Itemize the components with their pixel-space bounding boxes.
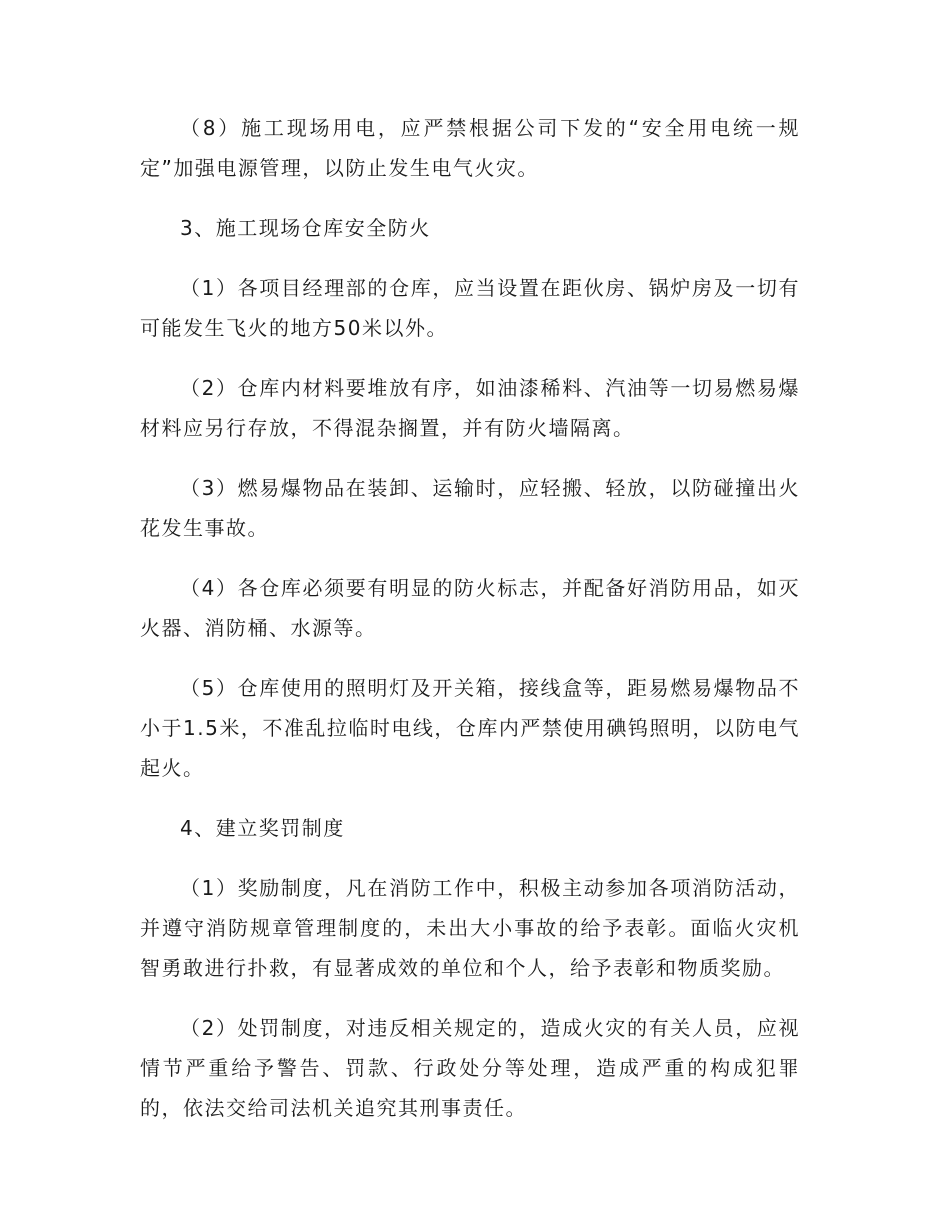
paragraph-warehouse-4: （4）各仓库必须要有明显的防火标志，并配备好消防用品，如灭火器、消防桶、水源等。 — [140, 576, 800, 640]
paragraph-warehouse-3: （3）燃易爆物品在装卸、运输时，应轻搬、轻放，以防碰撞出火花发生事故。 — [140, 476, 800, 540]
paragraph-warehouse-2: （2）仓库内材料要堆放有序，如油漆稀料、汽油等一切易燃易爆材料应另行存放，不得混杂搁置，并有防火墙隔离。 — [140, 376, 800, 440]
paragraph-warehouse-5: （5）仓库使用的照明灯及开关箱，接线盒等，距易燃易爆物品不小于1.5米，不准乱拉临时电线，仓库内严禁使用碘钨照明，以防电气起火。 — [140, 676, 800, 780]
paragraph-reward-1: （1）奖励制度，凡在消防工作中，积极主动参加各项消防活动，并遵守消防规章管理制度的，未出大小事故的给予表彰。面临火灾机智勇敢进行扑救，有显著成效的单位和个人，给予表彰和物质奖励。 — [140, 876, 800, 980]
document-page — [140, 108, 800, 1148]
section-heading-3: 3、施工现场仓库安全防火 — [180, 216, 431, 240]
section-heading-4: 4、建立奖罚制度 — [180, 816, 345, 840]
paragraph-penalty-2: （2）处罚制度，对违反相关规定的，造成火灾的有关人员，应视情节严重给予警告、罚款、行政处分等处理，造成严重的构成犯罪的，依法交给司法机关追究其刑事责任。 — [140, 1016, 800, 1120]
paragraph-warehouse-1: （1）各项目经理部的仓库，应当设置在距伙房、锅炉房及一切有可能发生飞火的地方50米以外。 — [140, 276, 800, 340]
paragraph-8-electricity: （8）施工现场用电，应严禁根据公司下发的“安全用电统一规定”加强电源管理，以防止发生电气火灾。 — [140, 116, 800, 180]
